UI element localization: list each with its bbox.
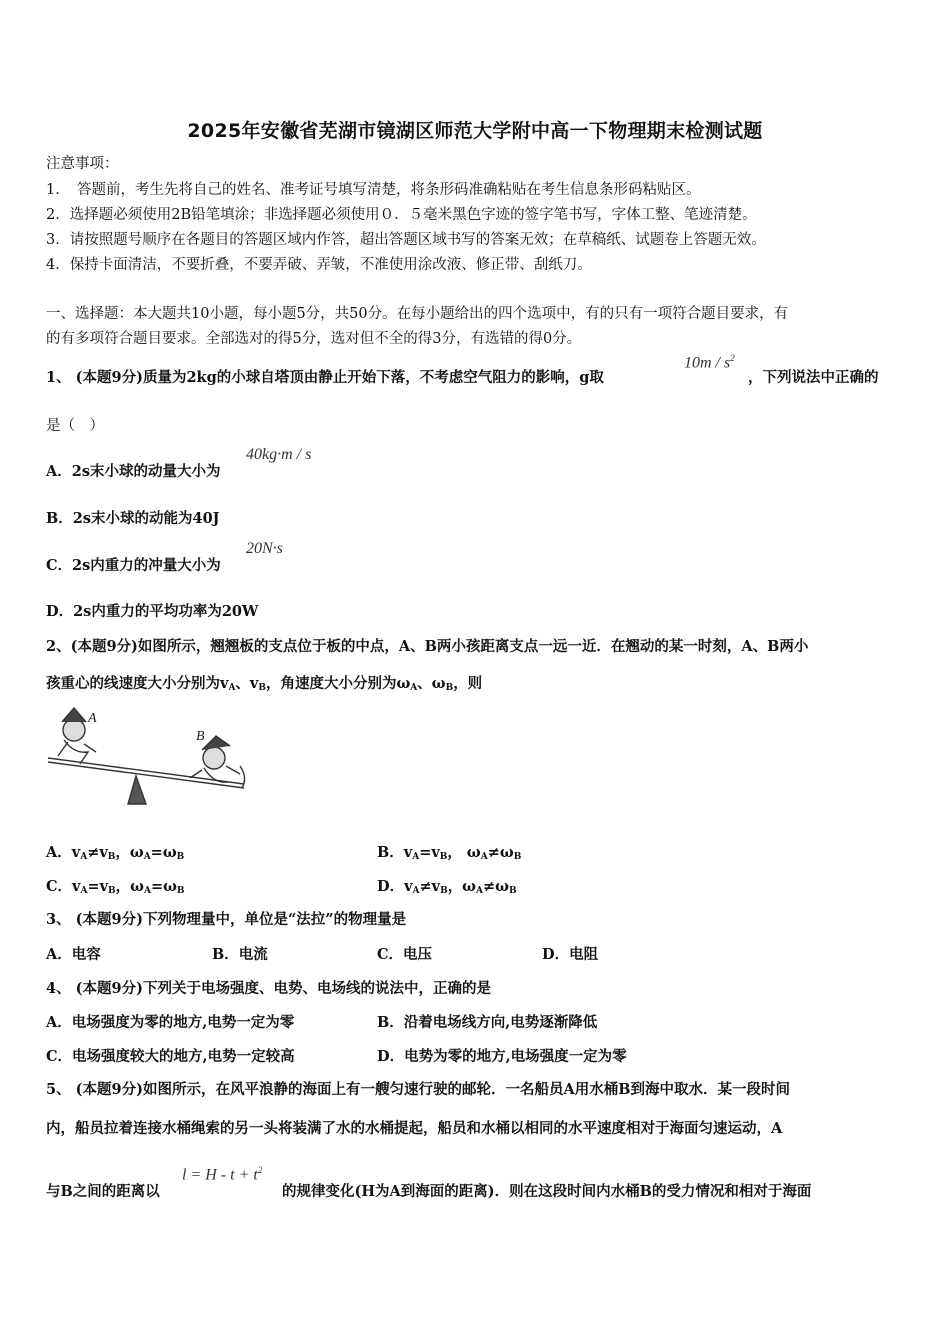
fig-label-a: A xyxy=(88,711,97,726)
q4-option-c: C．电场强度较大的地方,电势一定较高 xyxy=(46,1048,295,1065)
notice-item-4: 4．保持卡面清洁，不要折叠，不要弄破、弄皱，不准使用涂改液、修正带、刮纸刀。 xyxy=(46,257,592,273)
q2-option-a: A．$v_A\ne v_B$，$\omega_A=\omega_B$ xyxy=(46,844,185,862)
q4-option-a: A．电场强度为零的地方,电势一定为零 xyxy=(46,1014,295,1031)
seesaw-figure xyxy=(44,700,250,810)
q1-option-c: C．2s内重力的冲量大小为 xyxy=(46,557,221,574)
q2-stem-line2: 孩重心的线速度大小分别为$v_A$、$v_B$，角速度大小分别为$\omega_A$、$\omega_B$，则 xyxy=(46,675,483,693)
q1-stem-b: ，下列说法中正确的 xyxy=(748,369,879,386)
q2-option-b: B．$v_A=v_B$， $\omega_A\ne\omega_B$ xyxy=(377,844,522,862)
q1-option-a-math: 40kg·m / s xyxy=(246,446,312,463)
q3-option-b: B．电流 xyxy=(212,946,268,963)
q4-stem: 4、 (本题9分)下列关于电场强度、电势、电场线的说法中，正确的是 xyxy=(46,980,491,997)
notice-item-2: 2．选择题必须使用2B铅笔填涂；非选择题必须使用０．５毫米黑色字迹的签字笔书写，字体工整、笔迹清楚。 xyxy=(46,207,757,223)
q5-line3-a: 与B之间的距离以 xyxy=(46,1183,160,1200)
seesaw-fulcrum xyxy=(128,776,146,804)
q1-option-d: D．2s内重力的平均功率为20W xyxy=(46,603,259,620)
q5-line2: 内，船员拉着连接水桶绳索的另一头将装满了水的水桶提起，船员和水桶以相同的水平速度相对于海面匀速运动，A xyxy=(46,1120,783,1137)
q3-stem: 3、 (本题9分)下列物理量中，单位是“法拉”的物理量是 xyxy=(46,911,407,928)
q3-option-a: A．电容 xyxy=(46,946,101,963)
page-title: 2025年安徽省芜湖市镜湖区师范大学附中高一下物理期末检测试题 xyxy=(187,120,763,142)
q1-option-a: A．2s末小球的动量大小为 xyxy=(46,463,221,480)
fig-label-b: B xyxy=(196,729,205,744)
q5-formula: $l = H - t + t^2$ xyxy=(182,1165,263,1184)
q3-option-c: C．电压 xyxy=(377,946,433,963)
notice-item-3: 3．请按照题号顺序在各题目的答题区域内作答，超出答题区域书写的答案无效；在草稿纸、试题卷上答题无效。 xyxy=(46,232,766,248)
q1-option-c-math: 20N·s xyxy=(246,540,283,557)
q1-g-value: $10m / s^2$ xyxy=(684,353,735,372)
notice-heading: 注意事项： xyxy=(46,156,119,172)
section1-line2: 的有多项符合题目要求。全部选对的得5分，选对但不全的得3分，有选错的得0分。 xyxy=(46,331,582,347)
q3-option-d: D．电阻 xyxy=(542,946,599,963)
q1-stem-a: 1、 (本题9分)质量为2kg的小球自塔顶由静止开始下落，不考虑空气阻力的影响，g取 xyxy=(46,369,604,386)
child-a xyxy=(63,719,85,741)
q2-stem-line1: 2、(本题9分)如图所示，翘翘板的支点位于板的中点，A、B两小孩距离支点一远一近．在翘动的某一时刻，A、B两小 xyxy=(46,638,809,655)
q1-stem-c: 是（ ） xyxy=(46,418,104,434)
notice-item-1: 1． 答题前，考生先将自己的姓名、准考证号填写清楚，将条形码准确粘贴在考生信息条形码粘贴区。 xyxy=(46,182,701,198)
section1-line1: 一、选择题：本大题共10小题，每小题5分，共50分。在每小题给出的四个选项中，有的只有一项符合题目要求，有 xyxy=(46,306,789,322)
q2-option-c: C．$v_A=v_B$，$\omega_A=\omega_B$ xyxy=(46,878,185,896)
q4-option-d: D．电势为零的地方,电场强度一定为零 xyxy=(377,1048,627,1065)
q5-line3-b: 的规律变化(H为A到海面的距离)．则在这段时间内水桶B的受力情况和相对于海面 xyxy=(282,1183,812,1200)
q5-line1: 5、 (本题9分)如图所示，在风平浪静的海面上有一艘匀速行驶的邮轮．一名船员A用水桶B到海中取水．某一段时间 xyxy=(46,1081,790,1098)
q2-option-d: D．$v_A\ne v_B$，$\omega_A\ne\omega_B$ xyxy=(377,878,517,896)
q1-option-b: B．2s末小球的动能为40J xyxy=(46,510,220,527)
child-b xyxy=(203,747,225,769)
q4-option-b: B．沿着电场线方向,电势逐渐降低 xyxy=(377,1014,598,1031)
